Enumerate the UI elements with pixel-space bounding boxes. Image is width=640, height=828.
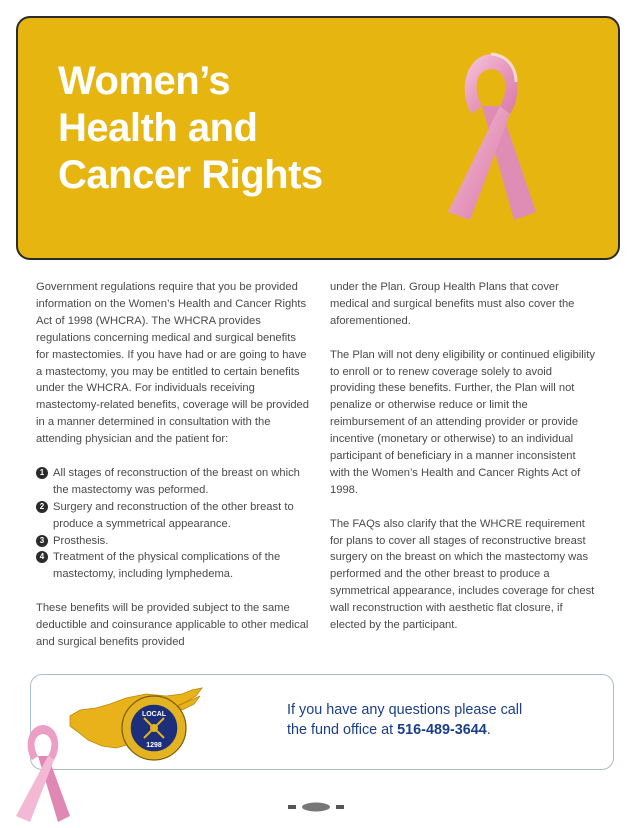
- seal-top-text: LOCAL: [141, 711, 167, 718]
- intro-paragraph: Government regulations require that you be provided information on the Women’s Health and Cancer Rights Act of 1998 (WHCRA). The WHCRA provides regulations concerning medical and surgical benefits for mastectomies. If you have had or are going to have a mastectomy, you may be entitled to certain benefits under the WHCRA. For individuals receiving mastectomy-related benefits, coverage will be provided in a manner determined in consultation with the attending physician and the patient for:: [36, 281, 309, 446]
- list-item: [36, 465, 312, 499]
- list-item: [36, 499, 312, 533]
- contact-text: [287, 700, 607, 740]
- left-column: [36, 279, 312, 651]
- outro-paragraph: These benefits will be provided subject to the same deductible and coinsurance applicable to other medical and surgical benefits provided: [36, 602, 309, 648]
- number-badge: 4: [36, 551, 48, 563]
- page-title: [58, 58, 418, 199]
- contact-line: If you have any questions please call: [287, 702, 523, 718]
- paragraph: The FAQs also clarify that the WHCRE requirement for plans to cover all stages of reconstructive breast surgery on the breast on which the mastectomy was performed and the other breast to produce a symmetrical appearance, includes coverage for chest wall reconstruction with aesthetic flat closure, if elected by the participant.: [330, 517, 595, 632]
- number-badge: 1: [36, 467, 48, 479]
- number-badge: 3: [36, 535, 48, 547]
- list-item-text: Prosthesis.: [53, 534, 109, 547]
- list-item: [36, 533, 312, 550]
- pink-ribbon-small-icon: [12, 716, 74, 824]
- contact-line: [287, 720, 607, 740]
- phone-number-link[interactable]: 516-489-3644: [397, 722, 487, 738]
- paragraph: under the Plan. Group Health Plans that cover medical and surgical benefits must also cover the aforementioned.: [330, 281, 575, 327]
- contact-suffix: .: [486, 722, 491, 738]
- seal-bottom-text: 1298: [146, 742, 162, 749]
- local-1298-seal-icon: [120, 694, 188, 762]
- list-item-text: Treatment of the physical complications of the mastectomy, including lymphedema.: [53, 551, 281, 581]
- title-line: Health and: [58, 106, 258, 150]
- number-badge: 2: [36, 501, 48, 513]
- contact-prefix: the fund office at: [287, 722, 398, 738]
- coverage-list: [36, 465, 312, 583]
- union-bug-icon: [288, 802, 344, 812]
- pink-ribbon-icon: [436, 36, 546, 226]
- paragraph: The Plan will not deny eligibility or continued eligibility to enroll or to renew coverage solely to avoid providing these benefits. Further, the Plan will not penalize or otherwise reduce or limit the reimbursement of an attending provider or provide incentive (monetary or otherwise) to an individual participant of beneficiary in a manner inconsistent with the Women’s Health and Cancer Rights Act of 1998.: [330, 348, 595, 496]
- list-item-text: All stages of reconstruction of the breast on which the mastectomy was peformed.: [53, 466, 300, 496]
- title-line: Women’s: [58, 59, 231, 103]
- list-item-text: Surgery and reconstruction of the other breast to produce a symmetrical appearance.: [53, 500, 294, 530]
- list-item: [36, 549, 312, 583]
- right-column: [330, 279, 596, 634]
- title-line: Cancer Rights: [58, 153, 323, 197]
